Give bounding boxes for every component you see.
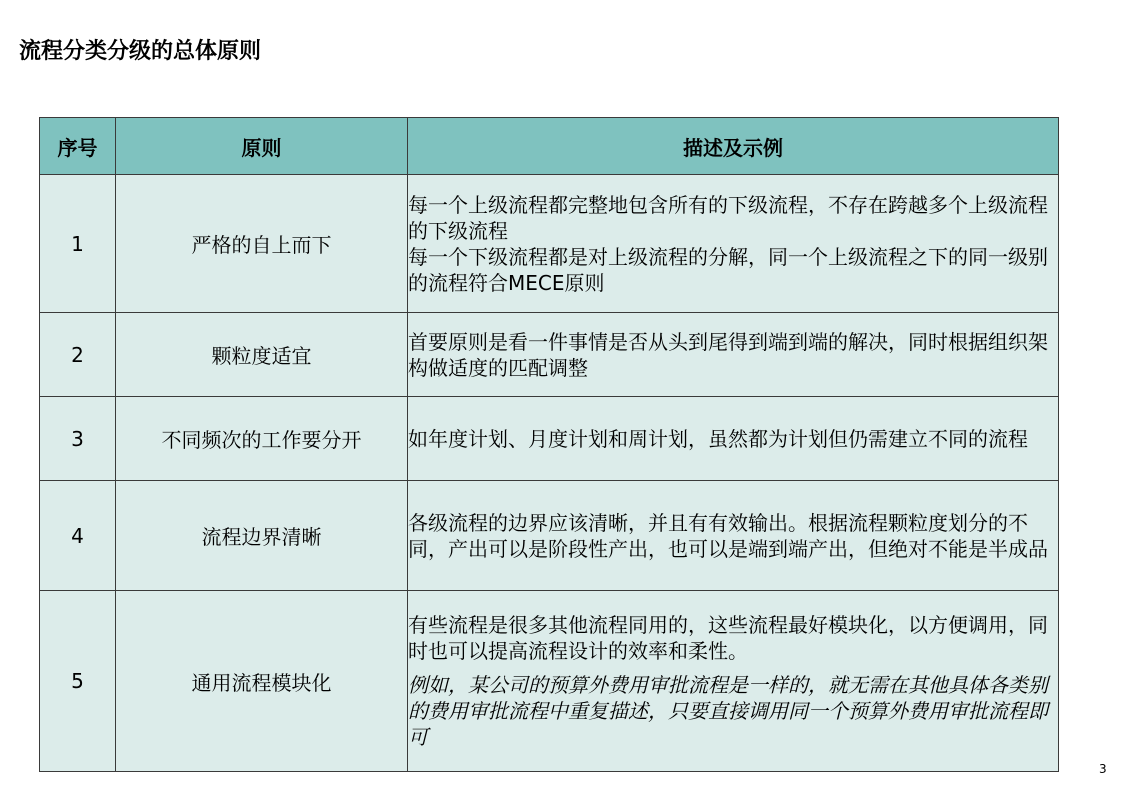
table-header-row: [40, 118, 1059, 175]
page-number: 3: [1099, 762, 1107, 776]
page-title: 流程分类分级的总体原则: [19, 39, 262, 64]
row-description: [408, 175, 1059, 313]
row-number: 4: [40, 481, 116, 591]
row-description: [408, 397, 1059, 481]
row-description: [408, 313, 1059, 397]
row-description: [408, 591, 1059, 772]
row-number: 3: [40, 397, 116, 481]
table-row: [40, 481, 1059, 591]
row-principle: 严格的自上而下: [116, 175, 408, 313]
row-principle: 流程边界清晰: [116, 481, 408, 591]
row-principle: 颗粒度适宜: [116, 313, 408, 397]
description-text: 各级流程的边界应该清晰，并且有有效输出。根据流程颗粒度划分的不同，产出可以是阶段性产出，也可以是端到端产出，但绝对不能是半成品: [408, 510, 1048, 561]
row-principle: 通用流程模块化: [116, 591, 408, 772]
row-principle: 不同频次的工作要分开: [116, 397, 408, 481]
header-number: 序号: [40, 118, 116, 175]
description-text: 每一个上级流程都完整地包含所有的下级流程，不存在跨越多个上级流程的下级流程: [408, 192, 1048, 243]
table-row: [40, 175, 1059, 313]
description-text: 如年度计划、月度计划和周计划，虽然都为计划但仍需建立不同的流程: [408, 426, 1028, 451]
table-row: [40, 397, 1059, 481]
example-text: 例如，某公司的预算外费用审批流程是一样的，就无需在其他具体各类别的费用审批流程中重复描述，只要直接调用同一个预算外费用审批流程即可: [408, 673, 1048, 749]
header-principle: 原则: [116, 118, 408, 175]
row-number: 5: [40, 591, 116, 772]
description-text: 首要原则是看一件事情是否从头到尾得到端到端的解决，同时根据组织架构做适度的匹配调整: [408, 329, 1048, 380]
header-description: 描述及示例: [408, 118, 1059, 175]
description-text: 有些流程是很多其他流程同用的，这些流程最好模块化，以方便调用，同时也可以提高流程设计的效率和柔性。: [408, 613, 1048, 663]
table-row: [40, 591, 1059, 772]
row-number: 2: [40, 313, 116, 397]
principles-table: [39, 117, 1059, 772]
row-description: [408, 481, 1059, 591]
description-text: 每一个下级流程都是对上级流程的分解，同一个上级流程之下的同一级别的流程符合MECE原则: [408, 244, 1048, 295]
table-row: [40, 313, 1059, 397]
row-number: 1: [40, 175, 116, 313]
